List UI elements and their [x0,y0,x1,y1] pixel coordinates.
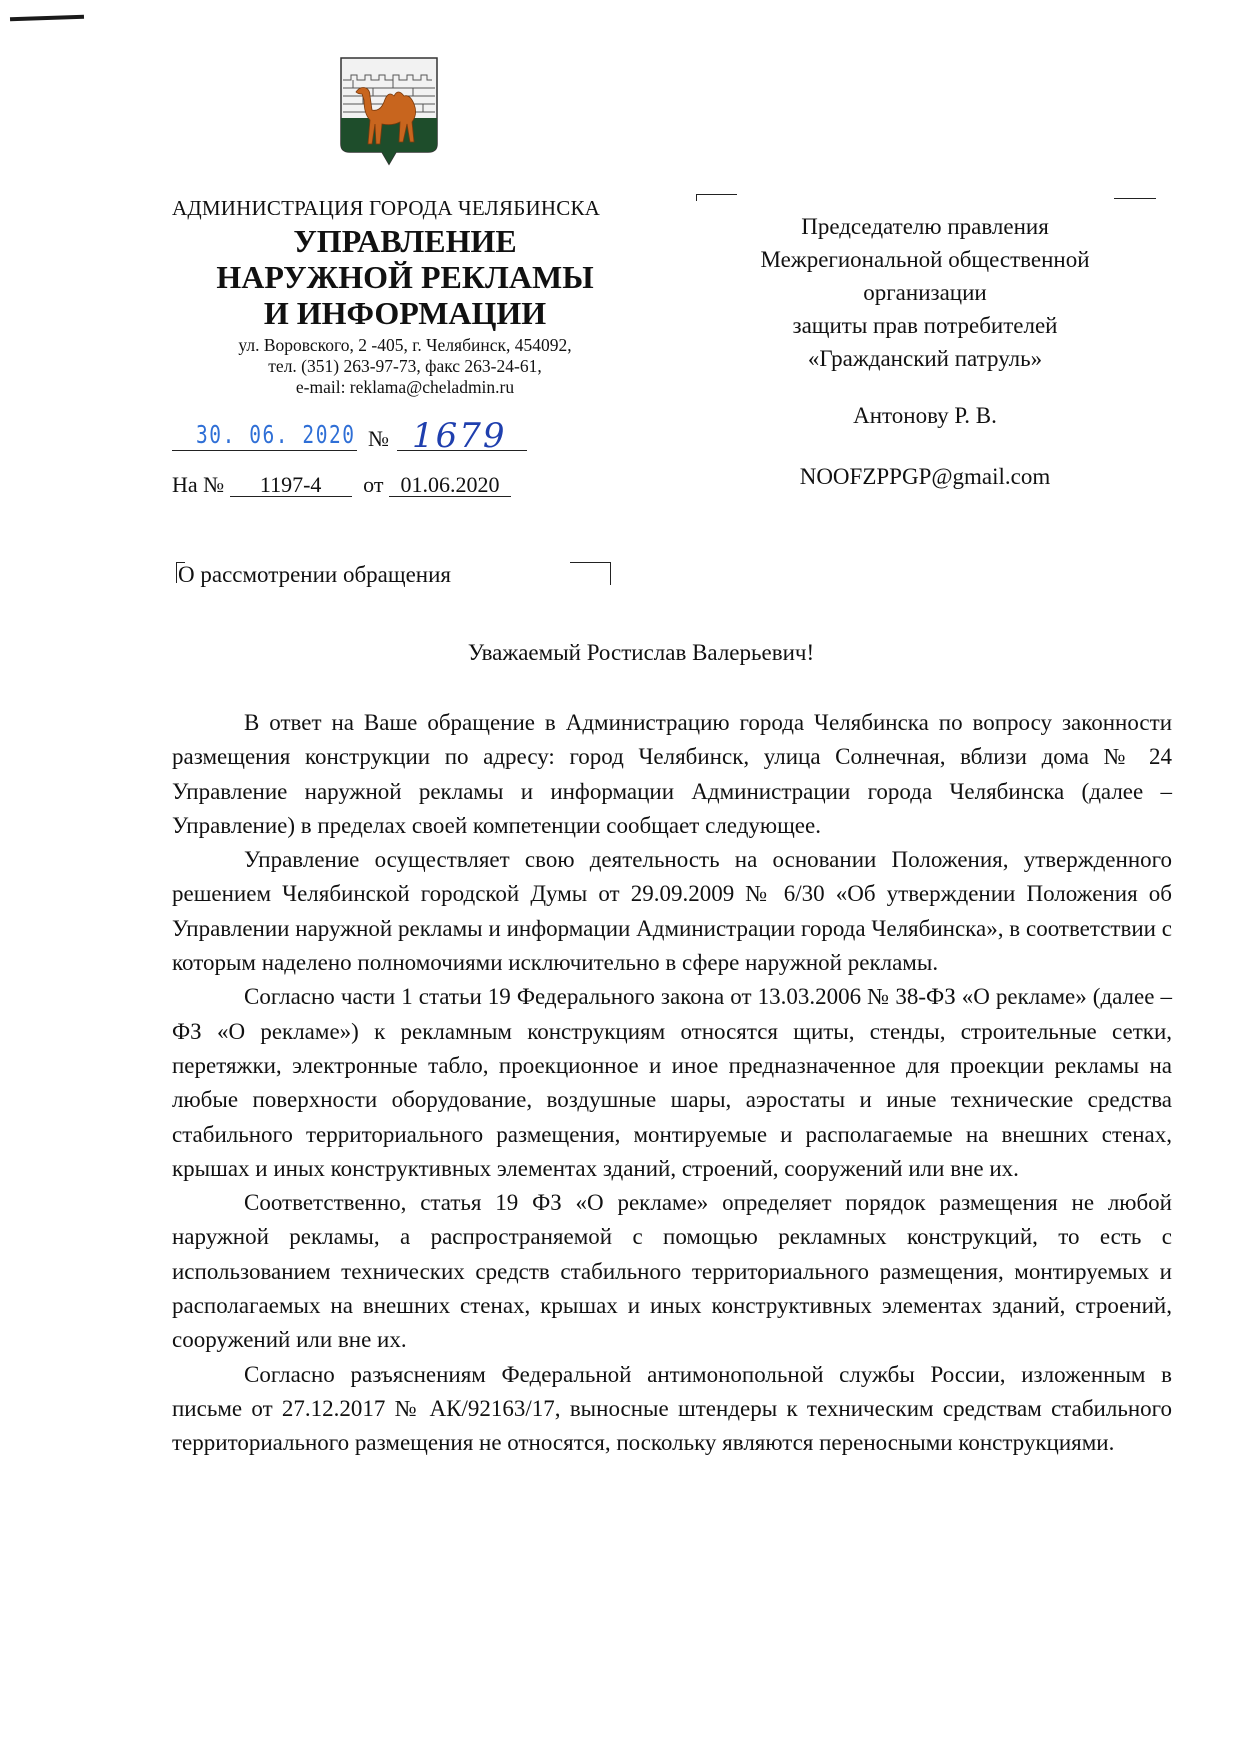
reply-to-number: 1197-4 [230,474,352,497]
body-paragraph: Согласно части 1 статьи 19 Федерального закона от 13.03.2006 № 38-ФЗ «О рекламе» (далее – ФЗ «О рекламе») к рекламным конструкциям относятся щиты, стенды, строительные сетки, перетяжки, электронные табло, проекционное и иное предназначенное для проекции рекламы на любые поверхности оборудование, воздушные шары, аэростаты и иные технические средства стабильного территориального размещения, монтируемые и располагаемые на внешних стенах, крышах и иных конструктивных элементах зданий, строений, сооружений или вне их. [172,984,1172,1181]
department-line: НАРУЖНОЙ РЕКЛАМЫ [216,259,594,295]
addressee-corner-mark [696,194,737,201]
addressee-line: Председателю правления [801,214,1049,239]
addressee-email: NOOFZPPGP@gmail.com [799,464,1051,489]
registration-date-stamp: 30. 06. 2020 [196,420,356,449]
address-line: ул. Воровского, 2 -405, г. Челябинск, 454092, [238,335,572,355]
department-name [160,223,650,331]
addressee-line: защиты прав потребителей [792,313,1058,338]
body-paragraph: Управление осуществляет свою деятельность на основании Положения, утвержденного решением Челябинской городской Думы от 29.09.2009 № 6/30 «Об утверждении Положения об Управлении наружной рекламы и информации Администрации города Челябинска», в соответствии с которым наделено полномочиями исключительно в сфере наружной рекламы. [172,847,1172,976]
scan-artifact-mark [10,15,84,22]
body-paragraph: Согласно разъяснениям Федеральной антимонопольной службы России, изложенным в письме от 27.12.2017 № АК/92163/17, выносные штендеры к техническим средствам стабильного территориального размещения не относятся, поскольку являются переносными конструкциями. [172,1361,1172,1456]
addressee-block [720,210,1130,493]
reply-to-date: 01.06.2020 [389,474,511,497]
letterhead [160,196,650,398]
letter-subject: О рассмотрении обращения [178,562,451,587]
chelyabinsk-coat-of-arms-icon [338,56,440,168]
from-label: от [363,472,384,497]
addressee-corner-mark [1114,198,1156,199]
body-paragraph: В ответ на Ваше обращение в Администрацию города Челябинска по вопросу законности размещения конструкции по адресу: город Челябинск, улица Солнечная, вблизи дома № 24 Управление наружной рекламы и информации Администрации города Челябинска (далее – Управление) в пределах своей компетенции сообщает следующее. [172,710,1172,838]
administration-name: АДМИНИСТРАЦИЯ ГОРОДА ЧЕЛЯБИНСКА [172,196,601,220]
addressee-name: Антонову Р. В. [853,403,997,428]
addressee-line: Межрегиональной общественной [760,247,1090,272]
registration-row [172,416,672,456]
addressee-line: организации [863,280,987,305]
subject-bracket-right [570,562,611,585]
salutation: Уважаемый Ростислав Валерьевич! [467,640,815,665]
date-underline [172,450,357,451]
registration-number-handwritten: 1679 [412,416,507,456]
body-paragraph: Соответственно, статья 19 ФЗ «О рекламе» определяет порядок размещения не любой наружной рекламы, а распространяемой с помощью рекламных конструкций, то есть с использованием технических средств стабильного территориального размещения, монтируемых и располагаемых на внешних стенах, крышах и иных конструктивных элементах зданий, строений, сооружений или вне их. [172,1190,1172,1353]
department-line: И ИНФОРМАЦИИ [263,295,547,331]
department-line: УПРАВЛЕНИЕ [293,223,517,259]
number-label: № [368,426,389,451]
phone-line: тел. (351) 263-97-73, факс 263-24-61, [268,356,542,376]
department-contacts [160,335,650,398]
letter-body [172,706,1172,1461]
email-line: e-mail: reklama@cheladmin.ru [295,377,515,397]
addressee-line: «Гражданский патруль» [807,346,1043,371]
reply-to-label: На № [172,472,225,497]
reply-reference [172,472,511,498]
